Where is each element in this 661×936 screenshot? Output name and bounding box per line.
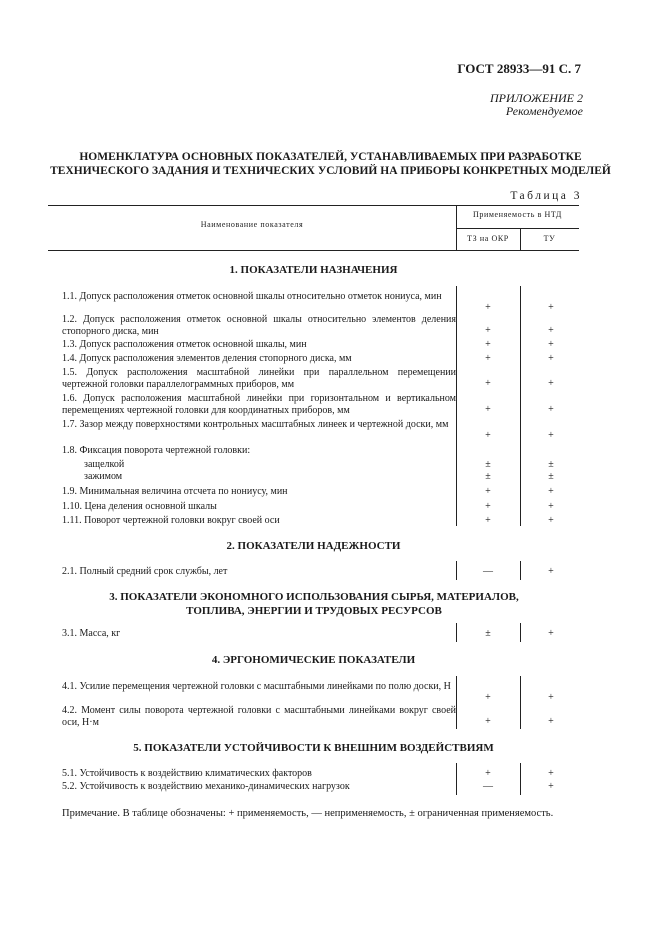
- mark-tu: +: [548, 486, 554, 497]
- header-mid-rule: [456, 228, 579, 229]
- mark-tz: +: [485, 430, 491, 441]
- column-header-applicability: Применяемость в НТД: [473, 210, 562, 219]
- mark-tu: +: [548, 515, 554, 526]
- mark-tu: ±: [548, 459, 554, 470]
- mark-tz: ±: [485, 471, 491, 482]
- mark-tu: +: [548, 339, 554, 350]
- mark-tu: +: [548, 768, 554, 779]
- mark-tu: ±: [548, 471, 554, 482]
- table-row: 1.9. Минимальная величина отсчета по нониусу, мин: [62, 486, 288, 497]
- mark-tu: +: [548, 302, 554, 313]
- table-row: 1.2. Допуск расположения отметок основной шкалы относительно элементов деления стопорного диска, мин: [62, 314, 456, 337]
- mark-tu: +: [548, 378, 554, 389]
- column-header-tu: ТУ: [543, 234, 556, 243]
- table-row: 4.2. Момент силы поворота чертежной головки с масштабными линейками вокруг своей оси, Н·м: [62, 705, 456, 728]
- title-line-1: НОМЕНКЛАТУРА ОСНОВНЫХ ПОКАЗАТЕЛЕЙ, УСТАНАВЛИВАЕМЫХ ПРИ РАЗРАБОТКЕ: [79, 151, 582, 163]
- table-row: 2.1. Полный средний срок службы, лет: [62, 566, 228, 577]
- column-divider-1: [456, 763, 457, 795]
- column-divider-1: [456, 623, 457, 642]
- mark-tu: +: [548, 430, 554, 441]
- section-title: 2. ПОКАЗАТЕЛИ НАДЕЖНОСТИ: [226, 540, 401, 552]
- table-row: 1.3. Допуск расположения отметок основной шкалы, мин: [62, 339, 307, 350]
- mark-tu: +: [548, 716, 554, 727]
- mark-tu: +: [548, 781, 554, 792]
- table-row: 1.11. Поворот чертежной головки вокруг своей оси: [62, 515, 280, 526]
- mark-tu: +: [548, 501, 554, 512]
- mark-tz: +: [485, 302, 491, 313]
- table-row: 5.1. Устойчивость к воздействию климатических факторов: [62, 768, 312, 779]
- table-label: Таблица 3: [510, 190, 582, 202]
- mark-tu: +: [548, 404, 554, 415]
- table-row: 3.1. Масса, кг: [62, 628, 121, 639]
- column-divider-2: [520, 676, 521, 729]
- table-row: 4.1. Усилие перемещения чертежной головки с масштабными линейками по полю доски, Н: [62, 681, 451, 692]
- mark-tz: +: [485, 378, 491, 389]
- appendix-status: Рекомендуемое: [505, 104, 583, 118]
- section-title: 5. ПОКАЗАТЕЛИ УСТОЙЧИВОСТИ К ВНЕШНИМ ВОЗДЕЙСТВИЯМ: [133, 742, 494, 754]
- section-title: 4. ЭРГОНОМИЧЕСКИЕ ПОКАЗАТЕЛИ: [211, 654, 416, 666]
- mark-tz: +: [485, 515, 491, 526]
- mark-tz: +: [485, 486, 491, 497]
- table-row: 1.4. Допуск расположения элементов деления стопорного диска, мм: [62, 353, 352, 364]
- mark-tu: +: [548, 353, 554, 364]
- mark-tz: +: [485, 768, 491, 779]
- column-divider-1: [456, 561, 457, 580]
- mark-tu: +: [548, 566, 554, 577]
- mark-tz: ±: [485, 459, 491, 470]
- title-line-2: ТЕХНИЧЕСКОГО ЗАДАНИЯ И ТЕХНИЧЕСКИХ УСЛОВИЙ НА ПРИБОРЫ КОНКРЕТНЫХ МОДЕЛЕЙ: [50, 165, 611, 177]
- table-subrow: зажимом: [84, 471, 123, 482]
- table-note: Примечание. В таблице обозначены: + применяемость, — неприменяемость, ± ограниченная применяемость.: [62, 808, 554, 819]
- column-divider-1: [456, 676, 457, 729]
- table-row: 1.10. Цена деления основной шкалы: [62, 501, 217, 512]
- column-header-name: Наименование показателя: [200, 220, 304, 229]
- appendix-number: ПРИЛОЖЕНИЕ 2: [490, 91, 583, 105]
- mark-tz: +: [485, 501, 491, 512]
- table-row: 1.1. Допуск расположения отметок основной шкалы относительно отметок нониуса, мин: [62, 291, 442, 302]
- mark-tz: +: [485, 716, 491, 727]
- table-subrow: защелкой: [84, 459, 125, 470]
- document-code: ГОСТ 28933—91 С. 7: [457, 61, 581, 76]
- column-divider-2: [520, 286, 521, 526]
- mark-tz: +: [485, 404, 491, 415]
- mark-tu: +: [548, 628, 554, 639]
- mark-tz: —: [483, 566, 493, 577]
- mark-tz: ±: [485, 628, 491, 639]
- table-row: 1.7. Зазор между поверхностями контрольных масштабных линеек и чертежной доски, мм: [62, 419, 449, 430]
- table-row: 1.5. Допуск расположения масштабной линейки при параллельном перемещении чертежной головки параллелограммных приборов, мм: [62, 367, 456, 390]
- column-header-tz: ТЗ на ОКР: [467, 234, 509, 243]
- mark-tz: +: [485, 325, 491, 336]
- page-title: [40, 150, 621, 178]
- mark-tz: +: [485, 692, 491, 703]
- mark-tz: +: [485, 353, 491, 364]
- column-divider-2: [520, 763, 521, 795]
- mark-tz: —: [483, 781, 493, 792]
- table-row: 1.8. Фиксация поворота чертежной головки:: [62, 445, 251, 456]
- table-row: 5.2. Устойчивость к воздействию механико-динамических нагрузок: [62, 781, 350, 792]
- column-divider-2: [520, 561, 521, 580]
- table-row: 1.6. Допуск расположения масштабной линейки при горизонтальном и вертикальном перемещениях чертежной головки для координатных приборов, мм: [62, 393, 456, 416]
- mark-tu: +: [548, 325, 554, 336]
- table-top-rule: [48, 205, 579, 206]
- section-title: 3. ПОКАЗАТЕЛИ ЭКОНОМНОГО ИСПОЛЬЗОВАНИЯ СЫРЬЯ, МАТЕРИАЛОВ, ТОПЛИВА, ЭНЕРГИИ И ТРУДОВЫХ РЕСУРСОВ: [109, 591, 519, 617]
- header-bottom-rule: [48, 250, 579, 251]
- section-title: 1. ПОКАЗАТЕЛИ НАЗНАЧЕНИЯ: [229, 264, 398, 276]
- column-divider-1: [456, 286, 457, 526]
- appendix-label: [490, 92, 583, 118]
- mark-tz: +: [485, 339, 491, 350]
- column-divider-2: [520, 623, 521, 642]
- mark-tu: +: [548, 692, 554, 703]
